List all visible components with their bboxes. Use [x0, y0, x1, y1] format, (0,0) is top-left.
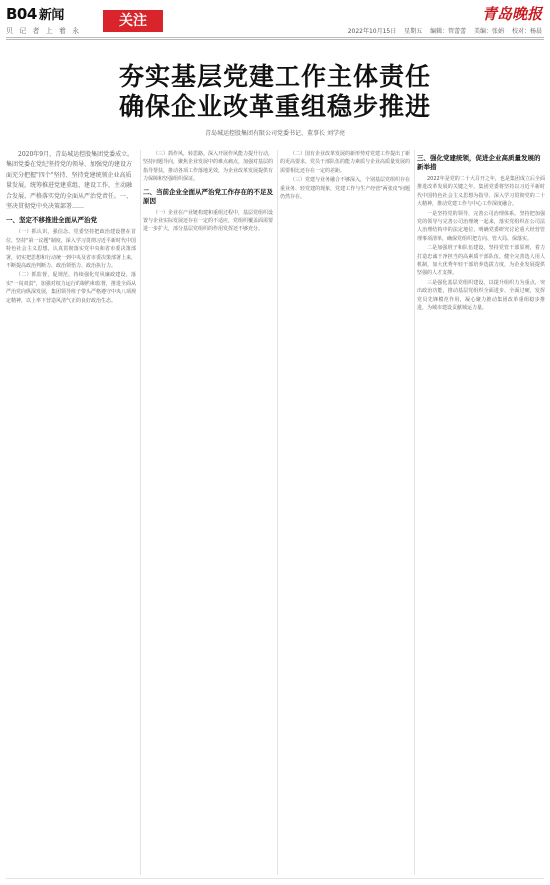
- paragraph: 三是强化基层党组织建设。以提升组织力为重点，突出政治功能，推动基层党组织全面进步、全面过硬，发挥党员先锋模范作用，凝心聚力推动集团改革重组稳步推进，为城市建设贡献城运力量。: [417, 279, 545, 312]
- paragraph: （二）抓监督，促规范。持续强化党风廉政建设，落实"一岗双责"，加强对权力运行的制约和监督，推进全面从严治党向纵深发展，集团领导班子带头严格遵守中央八项规定精神，以上率下营造风清气正的良好政治生态。: [6, 272, 137, 304]
- article-column-2: [143, 150, 273, 235]
- section-heading-2: 二、当前企业全面从严治党工作存在的不足及原因: [143, 187, 273, 205]
- section-tag: 关注: [103, 10, 163, 32]
- header-divider: [6, 37, 544, 38]
- headline-line-1: 夯实基层党建工作主体责任: [118, 62, 431, 91]
- issue-designer: 美编：张娟: [474, 28, 505, 35]
- section-heading-1: 一、坚定不移推进全面从严治党: [6, 216, 97, 225]
- section-heading-3: 三、强化党建统领，促进企业高质量发展的新举措: [417, 154, 541, 171]
- paragraph: （一）抓认识，强信念。党委坚持把政治建设摆在首位，坚持"第一议题"制度，深入学习贯彻习近平新时代中国特色社会主义思想，认真贯彻落实党中央和省市委决策部署，切实把思想和行动统一到中央及省市委决策部署上来，不断提高政治判断力、政治领悟力、政治执行力。: [6, 229, 137, 270]
- article-column-3: [280, 150, 410, 202]
- page-number: [6, 4, 64, 23]
- paragraph: （一）企业在产业链构建和重组过程中，基层党组织设置与企业实际发展还存在一定的不适应，党组织覆盖面需要进一步扩大，部分基层党组织的作用发挥还不够充分。: [143, 209, 274, 233]
- section-name: 新闻: [38, 8, 64, 23]
- issue-meta: [342, 26, 542, 35]
- issue-editor: 编辑：管蕾蕾: [430, 28, 467, 35]
- issue-proofreader: 校对：杨晨: [511, 28, 542, 35]
- paragraph: 2022年是党的二十大召开之年，也是集团成立后全面推进改革发展的关键之年。集团党委将坚持以习近平新时代中国特色社会主义思想为指导，深入学习贯彻党的二十大精神，推动党建工作与中心工作深度融合。: [417, 176, 545, 208]
- newspaper-masthead: 青岛晚报: [481, 5, 542, 23]
- footer-rule: [6, 878, 544, 879]
- column-divider: [140, 150, 141, 875]
- paragraph: （二）国有企业改革发展的新形势对党建工作提出了新的更高要求，党员干部队伍的能力素质与企业高质量发展的需要相比还存在一定的差距。: [280, 151, 411, 174]
- headline-line-2: 确保企业改革重组稳步推进: [118, 92, 431, 121]
- article-byline: 青岛城运控股集团有限公司党委书记、董事长 刘学亮: [205, 130, 345, 137]
- header-divider-2: [6, 39, 544, 40]
- page-no-text: B04: [6, 5, 37, 23]
- paragraph: （三）党建与业务融合不够深入，个别基层党组织存在重业务、轻党建的现象，党建工作与生产经营"两张皮"问题仍然存在。: [280, 177, 411, 201]
- column-divider: [414, 150, 415, 875]
- issue-weekday: 星期五: [404, 28, 423, 35]
- editor-info: 贝 记 者 上 着 永: [6, 27, 82, 35]
- paragraph: 一是坚持党的领导，完善公司治理体系。坚持把加强党的领导与完善公司治理统一起来，落实党组织在公司法人治理结构中的法定地位，明确党委研究讨论重大经营管理事项清单，确保党组织把方向、管大局、保落实。: [417, 210, 545, 242]
- article-headline: [0, 62, 550, 122]
- column-divider: [277, 150, 278, 875]
- article-intro: 2020年9月，青岛城运控股集团党委成立。集团党委在党纪坚持党的领导、加强党的建设方面充分把握"四个"坚持、坚持党建统领企业高质量发展，统筹推进党建重组、建设工作，主动融合发展、严格落实党的全面从严治党责任。一、坚决贯彻党中央决策部署……: [6, 151, 134, 211]
- paragraph: 二是加强班子和队伍建设。坚持党管干部原则，着力打造忠诚干净担当的高素质干部队伍，健全完善选人用人机制，加大优秀年轻干部培养选拔力度，为企业发展提供坚强的人才支撑。: [417, 245, 545, 277]
- article-column-4: [417, 150, 545, 314]
- page-header: [0, 0, 550, 40]
- issue-date: 2022年10月15日: [347, 28, 397, 35]
- paragraph: （三）抓作风，转思路。深入开展作风能力提升行动，坚持问题导向，聚焦企业发展中的难点痛点，加强对基层的指导帮扶，推动各项工作落地见效，为企业改革发展提供有力保障和坚强组织保证。: [143, 151, 274, 183]
- article-column-1: [6, 150, 136, 306]
